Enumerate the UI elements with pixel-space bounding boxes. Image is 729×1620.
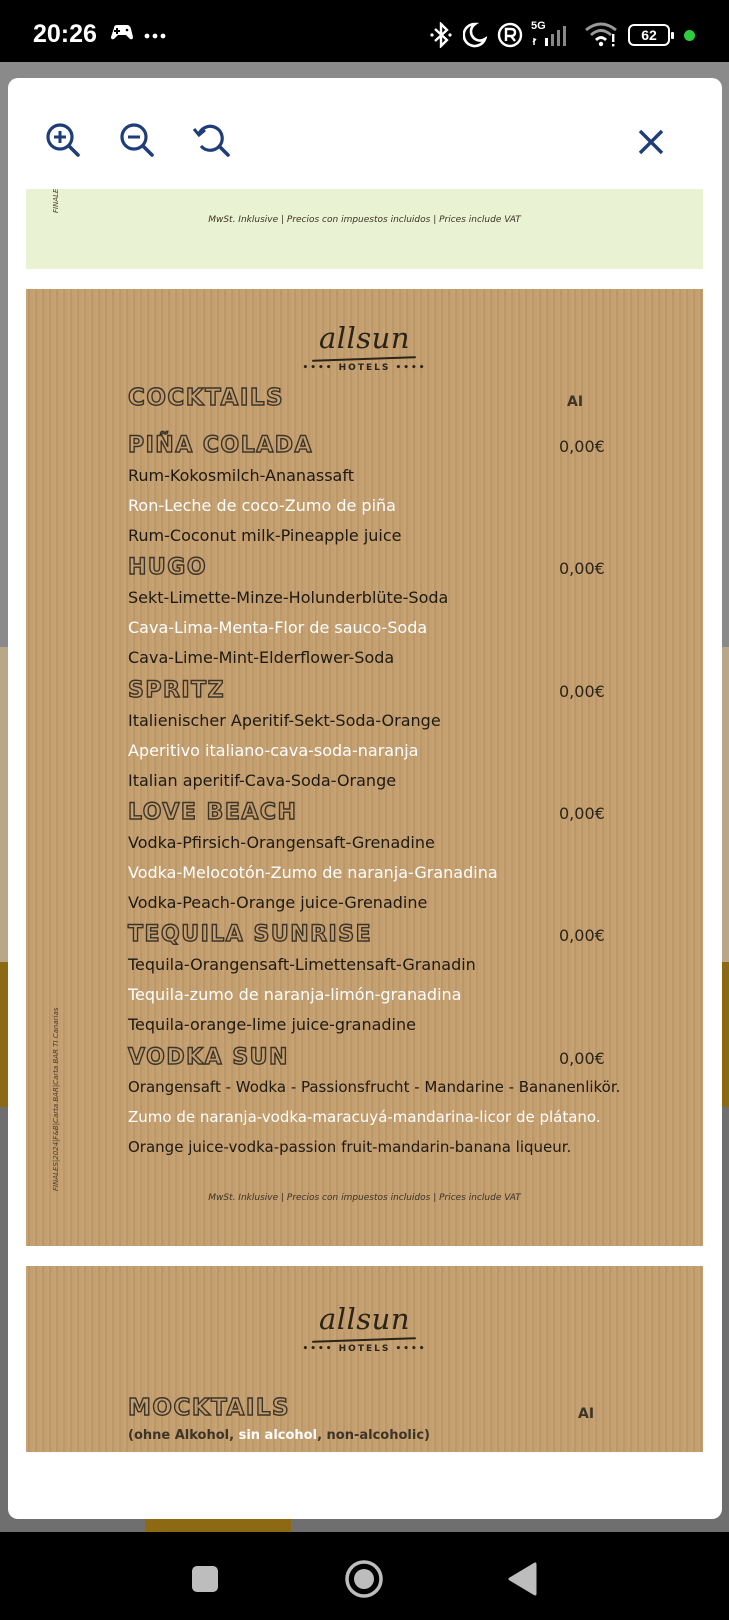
item-desc-english: Cava-Lime-Mint-Elderflower-Soda bbox=[128, 648, 395, 667]
zoom-in-button[interactable] bbox=[36, 114, 92, 170]
menu-item bbox=[26, 800, 703, 919]
item-price: 0,00€ bbox=[559, 682, 605, 701]
item-desc-spanish: Aperitivo italiano-cava-soda-naranja bbox=[128, 741, 419, 760]
item-desc-spanish: Ron-Leche de coco-Zumo de piña bbox=[128, 496, 396, 515]
privacy-indicator bbox=[684, 30, 695, 41]
page-side-note: FINALES|2024|F&B|Carta BAR|Carta BAR TI Canarias bbox=[52, 1007, 60, 1191]
item-desc-spanish: Tequila-zumo de naranja-limón-granadina bbox=[128, 985, 462, 1004]
item-name: TEQUILA SUNRISE bbox=[128, 922, 373, 947]
item-price: 0,00€ bbox=[559, 926, 605, 945]
status-bar bbox=[0, 0, 729, 62]
back-button[interactable] bbox=[498, 1554, 548, 1604]
wifi-icon bbox=[584, 20, 618, 52]
all-inclusive-label: AI bbox=[567, 394, 584, 410]
menu-item bbox=[26, 555, 703, 674]
item-name: PIÑA COLADA bbox=[128, 433, 314, 458]
item-desc-german: Tequila-Orangensaft-Limettensaft-Granadin bbox=[128, 955, 476, 974]
item-desc-english: Italian aperitif-Cava-Soda-Orange bbox=[128, 771, 397, 790]
item-price: 0,00€ bbox=[559, 1049, 605, 1068]
bluetooth-icon bbox=[430, 22, 452, 52]
vat-note: MwSt. Inklusive | Precios con impuestos incluidos | Prices include VAT bbox=[208, 1193, 521, 1203]
close-icon bbox=[624, 114, 680, 170]
background-app-tab bbox=[145, 1519, 291, 1532]
section-title: COCKTAILS bbox=[128, 385, 285, 411]
game-controller-icon bbox=[110, 22, 134, 46]
item-desc-german: Vodka-Pfirsich-Orangensaft-Grenadine bbox=[128, 833, 435, 852]
clock: 20:26 bbox=[33, 20, 97, 48]
item-name: LOVE BEACH bbox=[128, 800, 298, 825]
vat-note: MwSt. Inklusive | Precios con impuestos incluidos | Prices include VAT bbox=[208, 215, 521, 225]
registered-icon bbox=[497, 22, 523, 52]
section-title: MOCKTAILS bbox=[128, 1395, 291, 1421]
item-desc-german: Sekt-Limette-Minze-Holunderblüte-Soda bbox=[128, 588, 449, 607]
item-desc-english: Vodka-Peach-Orange juice-Grenadine bbox=[128, 893, 428, 912]
menu-page-cocktails bbox=[26, 289, 703, 1246]
menu-page-top bbox=[26, 189, 703, 269]
item-desc-english: Tequila-orange-lime juice-granadine bbox=[128, 1015, 416, 1034]
document-viewer-modal bbox=[8, 78, 722, 1519]
home-button[interactable] bbox=[339, 1554, 389, 1604]
page-side-note: FINALE bbox=[52, 189, 60, 213]
document-scroll-area[interactable] bbox=[26, 189, 703, 1452]
item-desc-english: Orange juice-vodka-passion fruit-mandarin-banana liqueur. bbox=[128, 1138, 572, 1156]
reset-zoom-icon bbox=[185, 114, 241, 170]
item-name: HUGO bbox=[128, 555, 208, 580]
item-price: 0,00€ bbox=[559, 559, 605, 578]
do-not-disturb-moon-icon bbox=[463, 22, 487, 52]
close-button[interactable] bbox=[624, 114, 680, 170]
menu-item bbox=[26, 922, 703, 1041]
menu-item bbox=[26, 433, 703, 552]
allsun-logo: allsun bbox=[318, 321, 411, 355]
logo-swoosh bbox=[312, 356, 416, 362]
signal-5g: 5G bbox=[531, 20, 577, 52]
item-desc-spanish: Zumo de naranja-vodka-maracuyá-mandarina-licor de plátano. bbox=[128, 1108, 601, 1126]
item-price: 0,00€ bbox=[559, 804, 605, 823]
zoom-out-icon bbox=[110, 114, 166, 170]
recent-apps-icon bbox=[180, 1554, 230, 1604]
logo-subtitle: •••• HOTELS •••• bbox=[302, 1344, 427, 1354]
allsun-logo: allsun bbox=[318, 1302, 411, 1336]
zoom-out-button[interactable] bbox=[110, 114, 166, 170]
back-icon bbox=[498, 1554, 548, 1604]
item-desc-english: Rum-Coconut milk-Pineapple juice bbox=[128, 526, 402, 545]
home-icon bbox=[339, 1554, 389, 1604]
item-desc-spanish: Cava-Lima-Menta-Flor de sauco-Soda bbox=[128, 618, 428, 637]
logo-swoosh bbox=[312, 1337, 416, 1343]
recent-apps-button[interactable] bbox=[180, 1554, 230, 1604]
mocktails-subtitle: (ohne Alkohol, sin alcohol, non-alcoholic) bbox=[128, 1428, 430, 1443]
menu-item bbox=[26, 678, 703, 797]
all-inclusive-label: AI bbox=[578, 1406, 595, 1422]
more-icon bbox=[144, 26, 166, 45]
menu-item bbox=[26, 1045, 703, 1164]
item-name: VODKA SUN bbox=[128, 1045, 289, 1070]
item-desc-spanish: Vodka-Melocotón-Zumo de naranja-Granadina bbox=[128, 863, 498, 882]
item-desc-german: Orangensaft - Wodka - Passionsfrucht - Mandarine - Bananenlikör. bbox=[128, 1078, 621, 1096]
menu-page-mocktails bbox=[26, 1266, 703, 1452]
zoom-in-icon bbox=[36, 114, 92, 170]
battery-icon: 62 bbox=[628, 24, 670, 46]
item-desc-german: Italienischer Aperitif-Sekt-Soda-Orange bbox=[128, 711, 441, 730]
navigation-bar bbox=[0, 1532, 729, 1620]
item-desc-german: Rum-Kokosmilch-Ananassaft bbox=[128, 466, 354, 485]
reset-zoom-button[interactable] bbox=[185, 114, 241, 170]
item-name: SPRITZ bbox=[128, 678, 226, 703]
logo-subtitle: •••• HOTELS •••• bbox=[302, 363, 427, 373]
item-price: 0,00€ bbox=[559, 437, 605, 456]
